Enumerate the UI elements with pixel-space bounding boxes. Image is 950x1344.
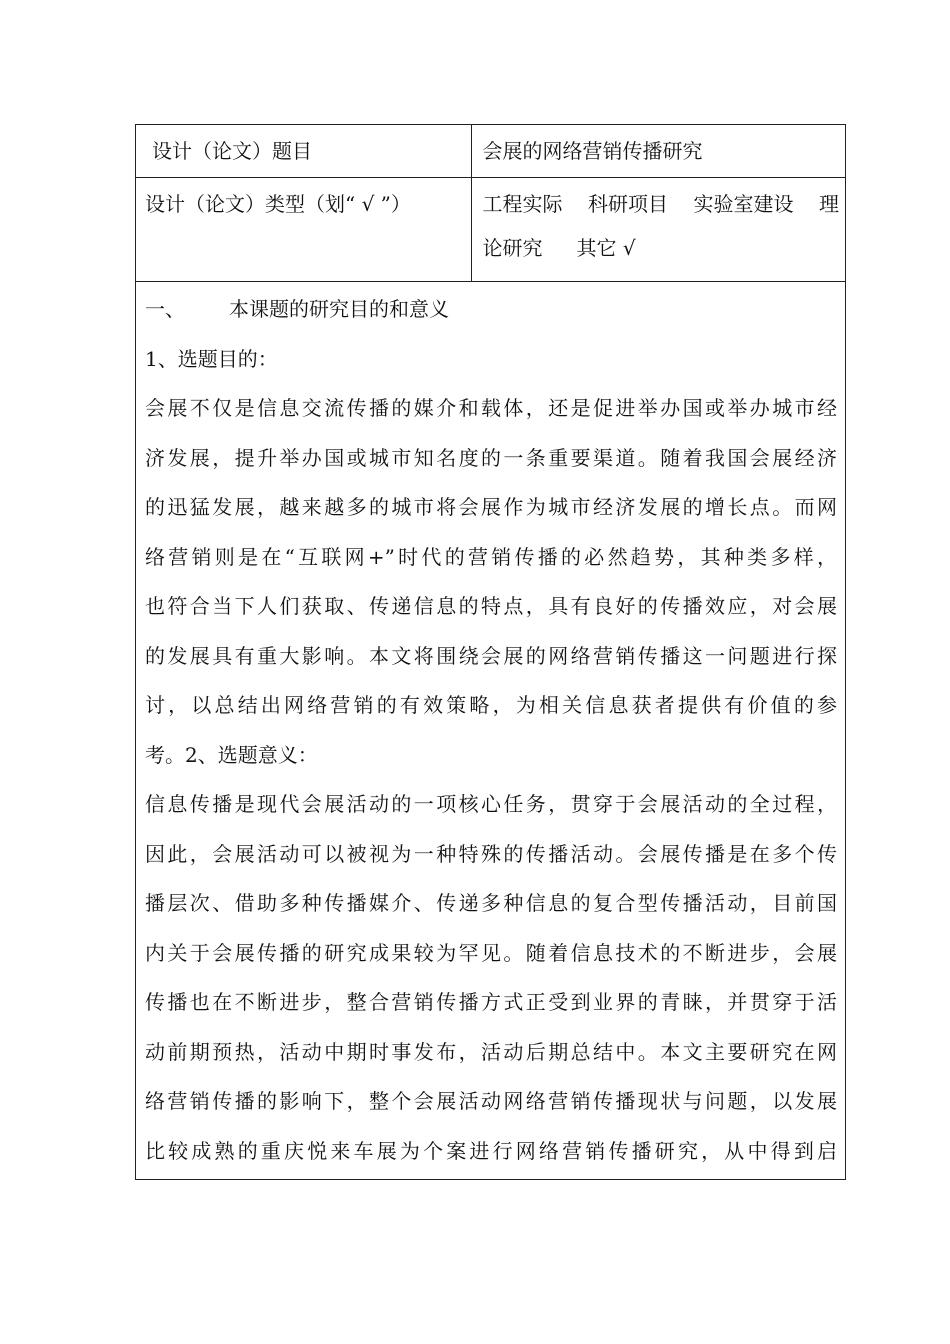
- section-title: 本课题的研究目的和意义: [229, 297, 449, 321]
- body-line: 会展不仅是信息交流传播的媒介和载体，还是促进举办国或举办城市经: [145, 396, 837, 420]
- body-row: [136, 282, 846, 1180]
- type-option-engineering: 工程实际: [482, 192, 563, 216]
- body-line: 考。2、选题意义：: [145, 742, 318, 767]
- type-options-line-1: [482, 182, 839, 226]
- body-line: 的发展具有重大影响。本文将围绕会展的网络营销传播这一问题进行探: [145, 643, 837, 668]
- section-number: 一、: [145, 297, 185, 321]
- body-line: 因此，会展活动可以被视为一种特殊的传播活动。会展传播是在多个传: [145, 841, 837, 866]
- body-line: 播层次、借助多种传播媒介、传递多种信息的复合型传播活动，目前国: [145, 891, 837, 915]
- body-line: 络营销则是在“互联网+”时代的营销传播的必然趋势，其种类多样，: [145, 544, 837, 569]
- type-label: 设计（论文）类型（划“ √ ”）: [136, 178, 472, 282]
- body-line: 动前期预热，活动中期时事发布，活动后期总结中。本文主要研究在网: [145, 1039, 837, 1064]
- body-line: 内关于会展传播的研究成果较为罕见。随着信息技术的不断进步，会展: [145, 940, 837, 965]
- type-option-research-project: 科研项目: [587, 192, 668, 216]
- title-label: 设计（论文）题目: [136, 125, 472, 178]
- body-line: 1、选题目的：: [145, 346, 278, 371]
- type-options-line-2: [482, 226, 839, 270]
- research-purpose-section: [136, 282, 846, 1180]
- body-line: 信息传播是现代会展活动的一项核心任务，贯穿于会展活动的全过程，: [145, 792, 837, 816]
- type-option-theory-part1: 理: [818, 192, 839, 216]
- body-line: 也符合当下人们获取、传递信息的特点，具有良好的传播效应，对会展: [145, 594, 837, 618]
- type-option-lab-construction: 实验室建设: [693, 192, 794, 216]
- body-line: 济发展，提升举办国或城市知名度的一条重要渠道。随着我国会展经济: [145, 445, 837, 470]
- body-line: 传播也在不断进步，整合营销传播方式正受到业界的青睐，并贯穿于活: [145, 990, 837, 1014]
- thesis-form-table: [135, 124, 846, 1180]
- section-heading: [145, 285, 837, 335]
- body-line: 比较成熟的重庆悦来车展为个案进行网络营销传播研究，从中得到启: [145, 1138, 837, 1163]
- type-option-other-checked: 其它 √: [576, 236, 636, 260]
- body-line: 的迅猛发展，越来越多的城市将会展作为城市经济发展的增长点。而网: [145, 495, 837, 519]
- type-options: [472, 178, 846, 282]
- type-row: [136, 178, 846, 282]
- type-option-theory-part2: 论研究: [482, 236, 543, 260]
- title-value: 会展的网络营销传播研究: [472, 125, 846, 178]
- body-line: 讨，以总结出网络营销的有效策略，为相关信息获者提供有价值的参: [145, 693, 837, 717]
- body-line: 络营销传播的影响下，整个会展活动网络营销传播现状与问题，以发展: [145, 1089, 837, 1113]
- title-row: [136, 125, 846, 178]
